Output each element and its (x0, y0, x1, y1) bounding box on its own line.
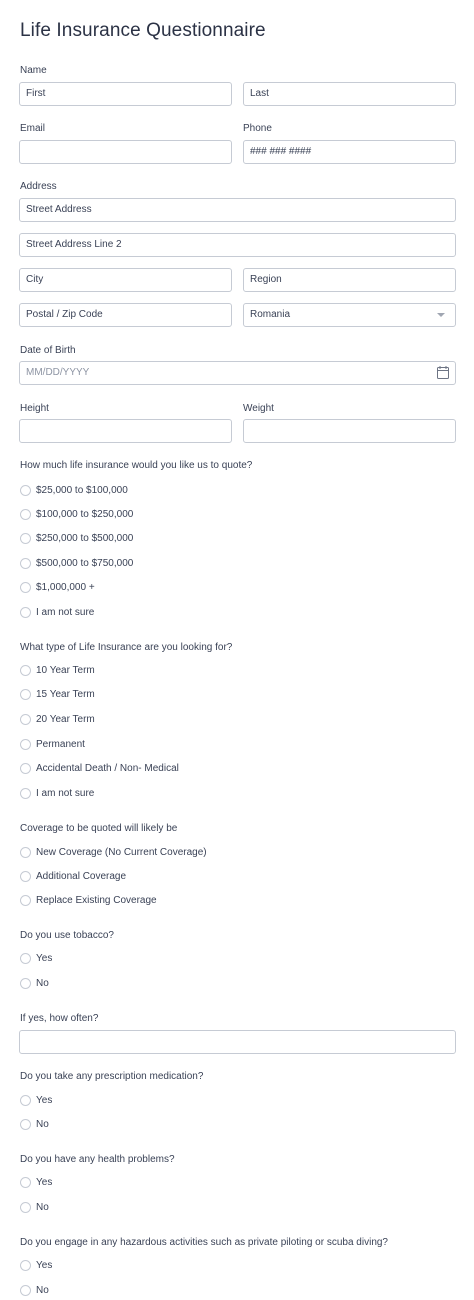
radio-button[interactable] (20, 847, 31, 858)
type-option-label: I am not sure (36, 787, 95, 799)
type-option-label: 20 Year Term (36, 713, 95, 725)
quote-option[interactable] (20, 555, 133, 571)
postal-code-placeholder: Postal / Zip Code (26, 309, 103, 320)
radio-button[interactable] (20, 607, 31, 618)
quote-option[interactable] (20, 604, 94, 620)
quote-option[interactable] (20, 579, 95, 595)
radio-button[interactable] (20, 978, 31, 989)
last-name-input[interactable] (243, 82, 456, 106)
how-often-question: If yes, how often? (20, 1013, 99, 1024)
phone-placeholder: ### ### #### (250, 146, 312, 157)
radio-button[interactable] (20, 1260, 31, 1271)
radio-button[interactable] (20, 788, 31, 799)
radio-button[interactable] (20, 582, 31, 593)
medication-option[interactable] (20, 1092, 52, 1108)
radio-button[interactable] (20, 1095, 31, 1106)
quote-option-label: $1,000,000 + (36, 581, 95, 593)
quote-amount-question: How much life insurance would you like us to quote? (20, 460, 253, 471)
weight-input[interactable] (243, 419, 456, 443)
chevron-down-icon (437, 313, 445, 317)
type-option-label: Accidental Death / Non- Medical (36, 762, 179, 774)
health-question: Do you have any health problems? (20, 1154, 175, 1165)
quote-option[interactable] (20, 482, 128, 498)
hazard-option-label: Yes (36, 1259, 53, 1271)
form-title: Life Insurance Questionnaire (20, 20, 266, 41)
type-option-label: Permanent (36, 738, 85, 750)
radio-button[interactable] (20, 739, 31, 750)
name-label: Name (20, 65, 47, 76)
phone-input[interactable] (243, 140, 456, 164)
tobacco-option[interactable] (20, 950, 52, 966)
country-select[interactable] (243, 303, 456, 327)
region-input[interactable] (243, 268, 456, 292)
quote-option-label: $25,000 to $100,000 (36, 484, 128, 496)
first-name-placeholder: First (26, 88, 46, 99)
how-often-input[interactable] (19, 1030, 456, 1054)
type-option[interactable] (20, 760, 179, 776)
radio-button[interactable] (20, 485, 31, 496)
coverage-option[interactable] (20, 868, 126, 884)
city-placeholder: City (26, 274, 44, 285)
phone-label: Phone (243, 123, 272, 134)
type-option[interactable] (20, 785, 94, 801)
radio-button[interactable] (20, 763, 31, 774)
quote-option-label: I am not sure (36, 606, 95, 618)
radio-button[interactable] (20, 533, 31, 544)
street-address-input[interactable] (19, 198, 456, 222)
hazard-option-label: No (36, 1284, 49, 1296)
health-option[interactable] (20, 1174, 52, 1190)
email-label: Email (20, 123, 46, 134)
radio-button[interactable] (20, 871, 31, 882)
quote-option[interactable] (20, 530, 133, 546)
health-option-label: No (36, 1201, 49, 1213)
coverage-question: Coverage to be quoted will likely be (20, 823, 178, 834)
city-input[interactable] (19, 268, 232, 292)
radio-button[interactable] (20, 558, 31, 569)
type-option[interactable] (20, 711, 95, 727)
type-option[interactable] (20, 686, 95, 702)
street-address-placeholder: Street Address (26, 204, 92, 215)
quote-option-label: $100,000 to $250,000 (36, 508, 134, 520)
street-address-line2-placeholder: Street Address Line 2 (26, 239, 122, 250)
country-value: Romania (250, 309, 291, 320)
radio-button[interactable] (20, 895, 31, 906)
type-option[interactable] (20, 662, 95, 678)
coverage-option[interactable] (20, 892, 157, 908)
dob-input[interactable] (19, 361, 456, 385)
email-input[interactable] (19, 140, 232, 164)
hazard-option[interactable] (20, 1257, 52, 1273)
radio-button[interactable] (20, 1177, 31, 1188)
coverage-option[interactable] (20, 844, 207, 860)
radio-button[interactable] (20, 953, 31, 964)
postal-code-input[interactable] (19, 303, 232, 327)
radio-button[interactable] (20, 509, 31, 520)
tobacco-option-label: Yes (36, 952, 53, 964)
last-name-placeholder: Last (250, 88, 269, 99)
medication-option[interactable] (20, 1116, 49, 1132)
insurance-type-question: What type of Life Insurance are you looking for? (20, 642, 233, 653)
radio-button[interactable] (20, 714, 31, 725)
type-option[interactable] (20, 736, 85, 752)
tobacco-question: Do you use tobacco? (20, 930, 114, 941)
radio-button[interactable] (20, 665, 31, 676)
medication-option-label: Yes (36, 1094, 53, 1106)
quote-option-label: $250,000 to $500,000 (36, 532, 134, 544)
quote-option[interactable] (20, 506, 133, 522)
radio-button[interactable] (20, 1119, 31, 1130)
first-name-input[interactable] (19, 82, 232, 106)
height-input[interactable] (19, 419, 232, 443)
radio-button[interactable] (20, 1285, 31, 1296)
hazard-option[interactable] (20, 1282, 49, 1298)
height-label: Height (20, 403, 49, 414)
radio-button[interactable] (20, 689, 31, 700)
type-option-label: 10 Year Term (36, 664, 95, 676)
dob-placeholder: MM/DD/YYYY (26, 367, 90, 378)
coverage-option-label: Additional Coverage (36, 870, 127, 882)
address-label: Address (20, 181, 57, 192)
medication-option-label: No (36, 1118, 49, 1130)
medication-question: Do you take any prescription medication? (20, 1071, 204, 1082)
health-option[interactable] (20, 1199, 49, 1215)
quote-option-label: $500,000 to $750,000 (36, 557, 134, 569)
type-option-label: 15 Year Term (36, 688, 95, 700)
hazard-question: Do you engage in any hazardous activities such as private piloting or scuba diving? (20, 1237, 388, 1248)
coverage-option-label: Replace Existing Coverage (36, 894, 157, 906)
health-option-label: Yes (36, 1176, 53, 1188)
calendar-icon[interactable] (437, 366, 449, 379)
coverage-option-label: New Coverage (No Current Coverage) (36, 846, 207, 858)
street-address-line2-input[interactable] (19, 233, 456, 257)
radio-button[interactable] (20, 1202, 31, 1213)
tobacco-option-label: No (36, 977, 49, 989)
dob-label: Date of Birth (20, 345, 76, 356)
region-placeholder: Region (250, 274, 282, 285)
tobacco-option[interactable] (20, 975, 49, 991)
weight-label: Weight (243, 403, 274, 414)
